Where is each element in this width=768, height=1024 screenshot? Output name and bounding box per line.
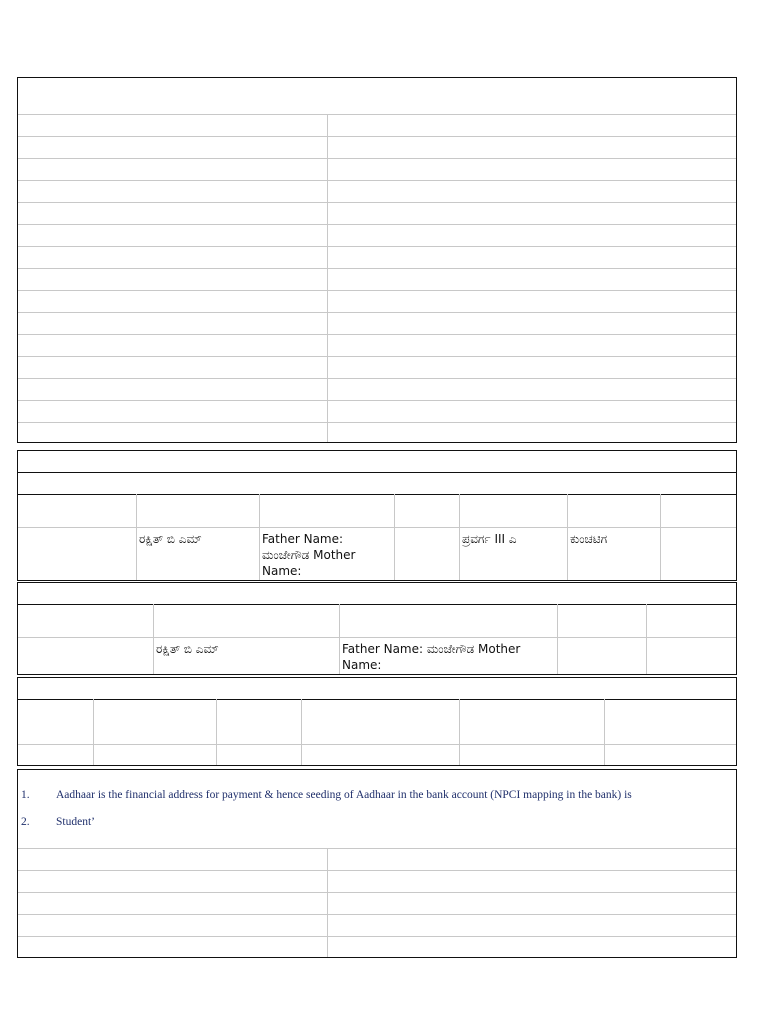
- table-row: [18, 290, 736, 291]
- table-row: [18, 914, 736, 915]
- declaration-table: [17, 769, 737, 958]
- table-row: [18, 870, 736, 871]
- parents-name-cell: Father Name: ಮಂಜೇಗೌಡ Mother Name:: [262, 532, 356, 578]
- table-divider: [18, 494, 736, 495]
- parent-details-table: [17, 582, 737, 675]
- column-divider: [136, 494, 137, 580]
- note-2-text: Student’: [56, 816, 95, 828]
- table-row: [18, 527, 736, 528]
- column-divider: [301, 699, 302, 765]
- table-divider: [18, 699, 736, 700]
- table-divider: [18, 472, 736, 473]
- table-row: [18, 334, 736, 335]
- table-row: [18, 246, 736, 247]
- column-divider: [459, 494, 460, 580]
- table-row: [18, 400, 736, 401]
- note-1-number: 1.: [21, 789, 30, 801]
- column-divider: [216, 699, 217, 765]
- details-table-1: [17, 77, 737, 443]
- column-divider: [339, 604, 340, 674]
- column-divider: [153, 604, 154, 674]
- column-divider: [93, 699, 94, 765]
- column-divider: [327, 114, 328, 442]
- table-row: [18, 158, 736, 159]
- table-row: [18, 356, 736, 357]
- column-divider: [459, 699, 460, 765]
- table-row: [18, 936, 736, 937]
- parents-name-cell: Father Name: ಮಂಜೇಗೌಡ Mother Name:: [342, 642, 521, 672]
- column-divider: [660, 494, 661, 580]
- table-row: [18, 892, 736, 893]
- student-name-cell: ರಕ್ಷಿತ್ ಬಿ ಎಮ್: [156, 642, 219, 656]
- column-divider: [646, 604, 647, 674]
- table-row: [18, 202, 736, 203]
- table-row: [18, 136, 736, 137]
- table-row: [18, 848, 736, 849]
- column-divider: [327, 848, 328, 957]
- note-1-text: Aadhaar is the financial address for payment & hence seeding of Aadhaar in the bank account (NPCI mapping in the bank) is: [56, 789, 632, 801]
- table-row: [18, 744, 736, 745]
- table-row: [18, 312, 736, 313]
- column-divider: [604, 699, 605, 765]
- table-row: [18, 224, 736, 225]
- table-row: [18, 378, 736, 379]
- column-divider: [259, 494, 260, 580]
- table-row: [18, 422, 736, 423]
- bank-details-table: [17, 677, 737, 766]
- caste-cell: ಕುಂಚಟಿಗ: [570, 532, 608, 546]
- category-cell: ಪ್ರವರ್ಗ III ಎ: [462, 532, 517, 546]
- table-row: [18, 114, 736, 115]
- student-name-cell: ರಕ್ಷಿತ್ ಬಿ ಎಮ್: [139, 532, 202, 546]
- table-divider: [18, 604, 736, 605]
- table-row: [18, 637, 736, 638]
- column-divider: [567, 494, 568, 580]
- column-divider: [394, 494, 395, 580]
- note-2-number: 2.: [21, 816, 30, 828]
- table-row: [18, 180, 736, 181]
- table-row: [18, 268, 736, 269]
- caste-details-table: [17, 450, 737, 581]
- column-divider: [557, 604, 558, 674]
